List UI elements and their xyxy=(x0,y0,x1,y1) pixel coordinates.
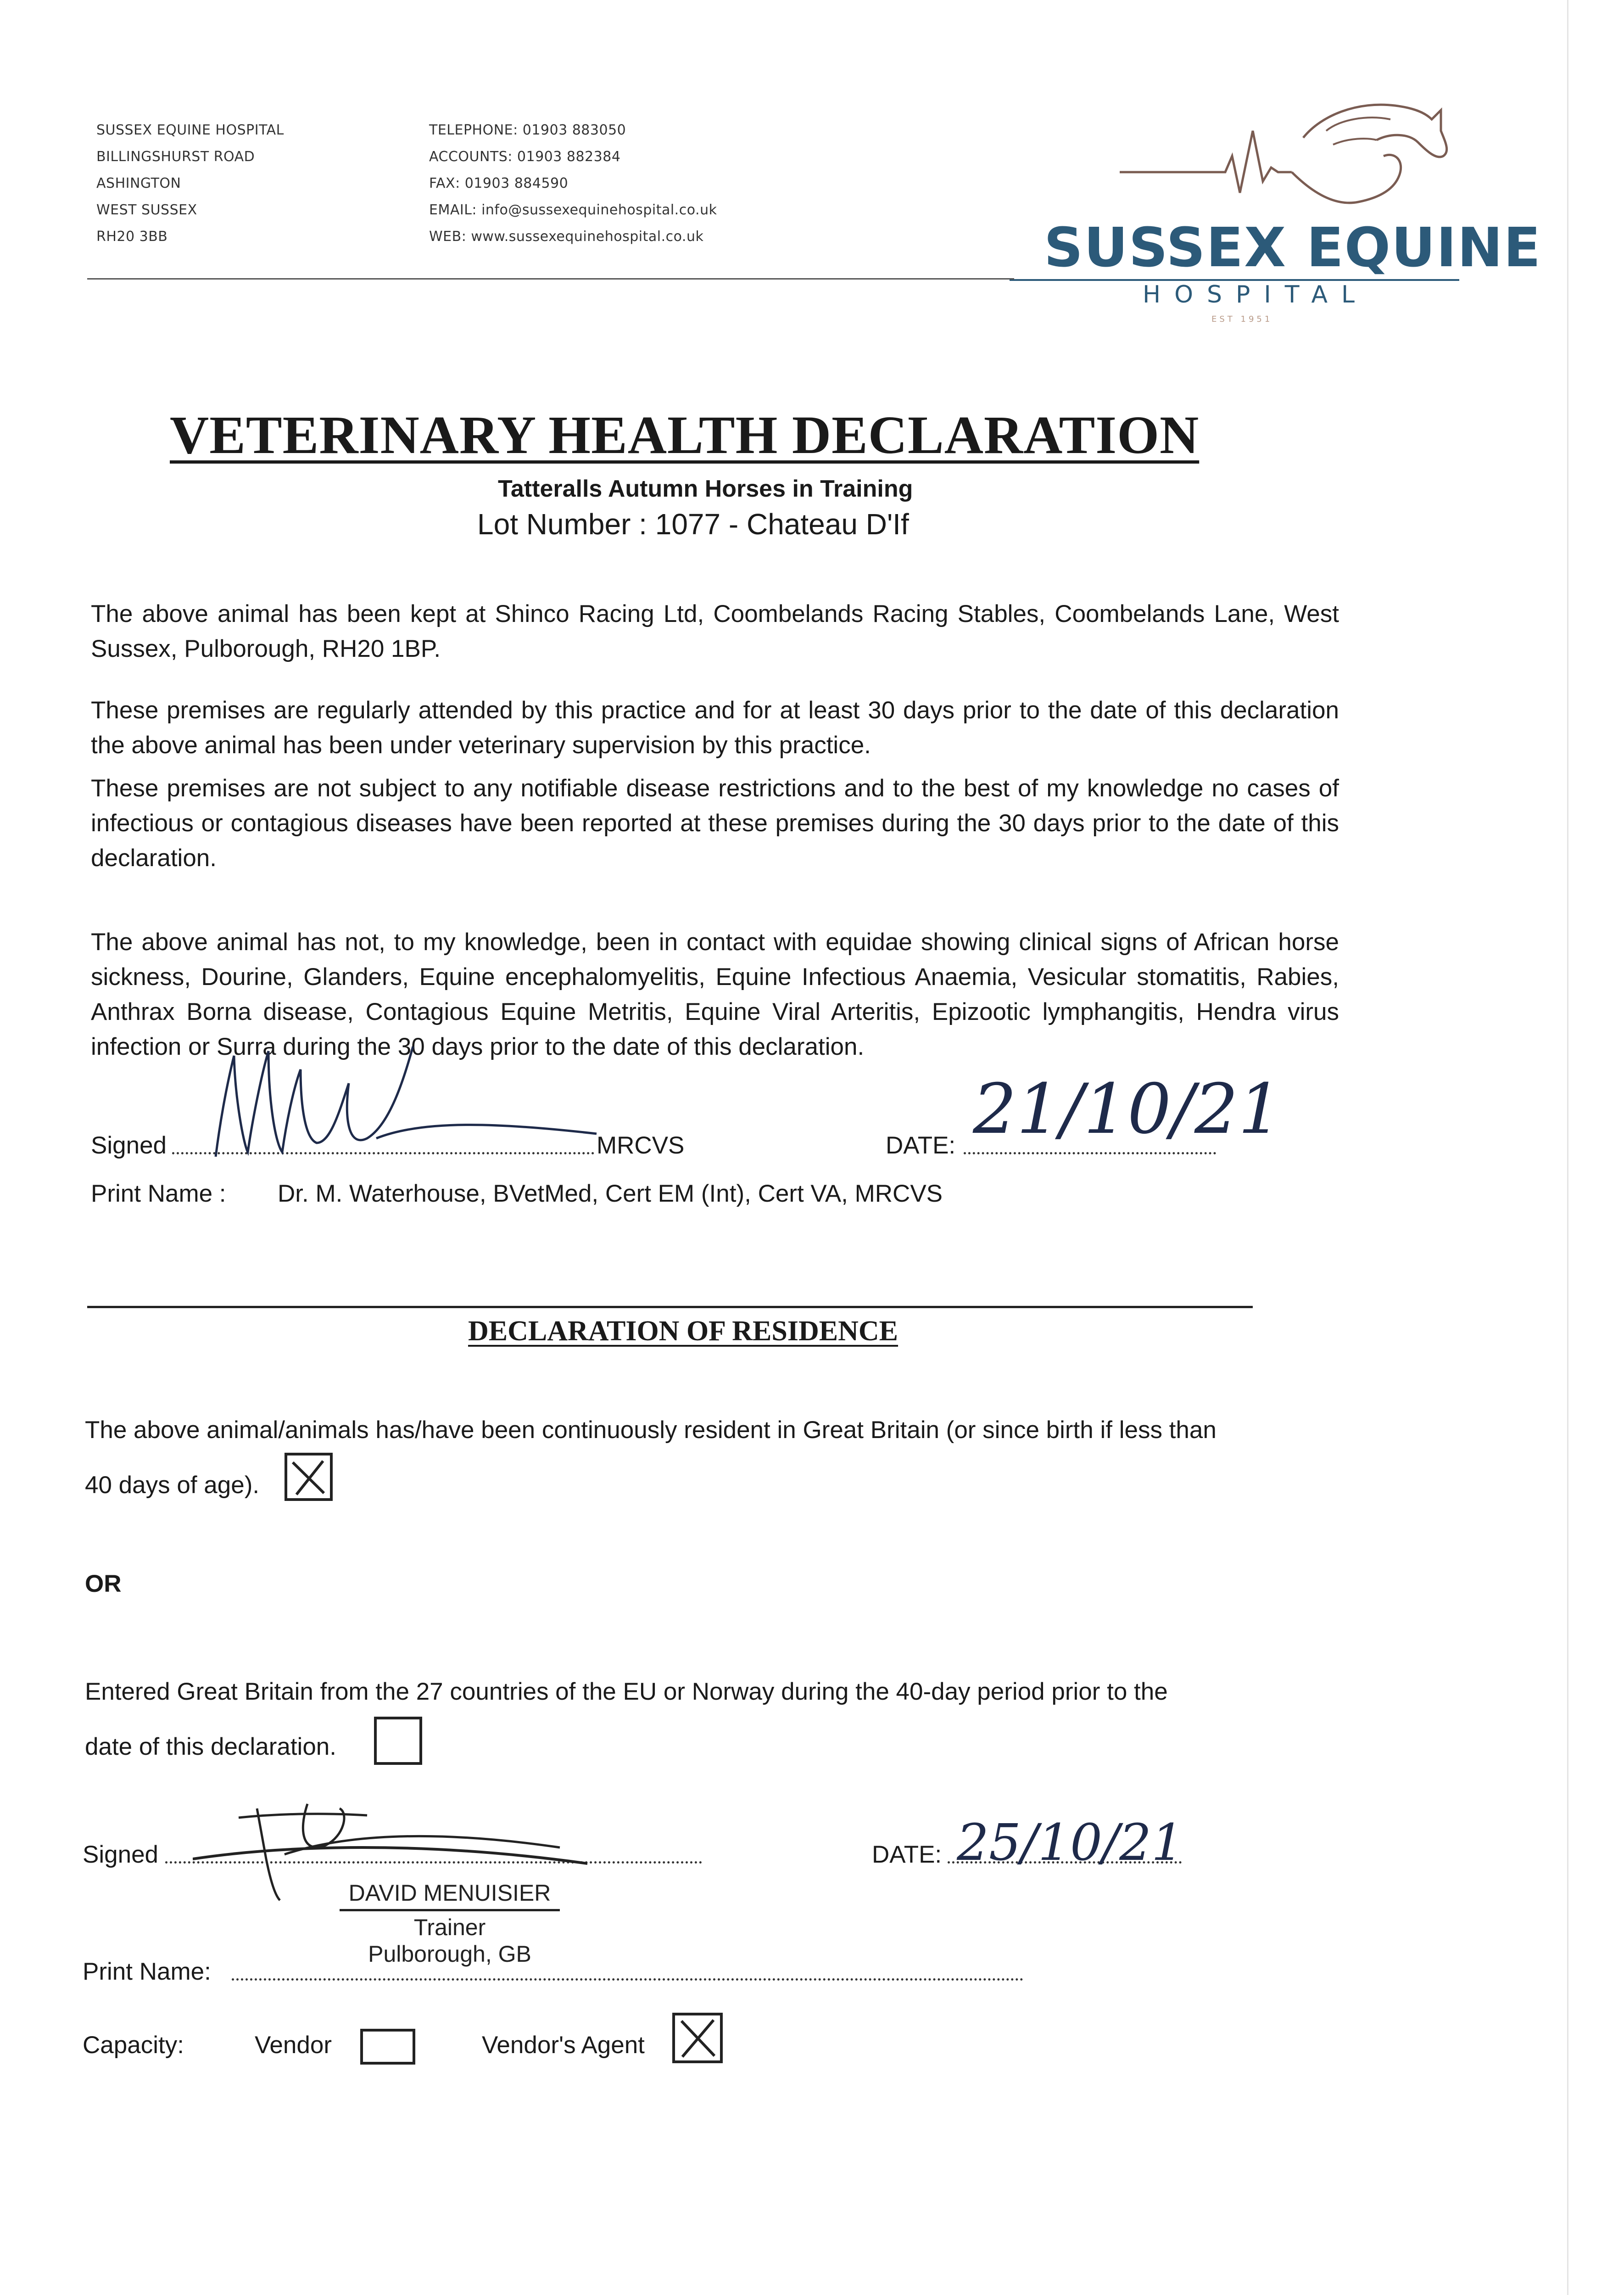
capacity-label: Capacity: xyxy=(83,2032,184,2059)
trainer-date-label: DATE: xyxy=(872,1841,942,1868)
trainer-date-value: 25/10/21 xyxy=(957,1813,1184,1872)
checkmark-x-icon xyxy=(287,1455,330,1498)
stamp-role: Trainer xyxy=(413,1914,486,1940)
vet-print-name: Dr. M. Waterhouse, BVetMed, Cert EM (Int), Cert VA, MRCVS xyxy=(278,1180,943,1207)
fax: FAX: 01903 884590 xyxy=(429,175,569,191)
address-line: RH20 3BB xyxy=(96,229,168,245)
logo-sub: HOSPITAL xyxy=(1143,281,1369,308)
header-rule xyxy=(87,278,1014,280)
paragraph-contact: The above animal has not, to my knowledge, been in contact with equidae showing clinical signs of African horse sickness, Dourine, Glanders, Equine encephalomyelitis, Equine Infectious Anaemia, Vesicular stomatitis, Rabies, Anthrax Borna disease, Contagious Equine Metritis, Equine Viral Arteritis, Epizootic lymphangitis, Hendra virus infection or Surra during the 30 days prior to the date of this declaration. xyxy=(91,929,1339,1060)
vet-date-value: 21/10/21 xyxy=(973,1069,1282,1149)
paragraph-premises: The above animal has been kept at Shinco Racing Ltd, Coombelands Racing Stables, Coombelands Lane, West Sussex, Pulborough, RH20 1BP. xyxy=(91,600,1339,662)
residence-title: DECLARATION OF RESIDENCE xyxy=(468,1315,899,1347)
checkmark-x-icon xyxy=(675,2015,720,2060)
vet-date-label: DATE: xyxy=(886,1132,956,1159)
hospital-address xyxy=(96,117,284,250)
address-line: BILLINGSHURST ROAD xyxy=(96,149,255,165)
trainer-print-line xyxy=(232,1978,1023,1981)
or-label: OR xyxy=(85,1570,122,1597)
logo-est: EST 1951 xyxy=(1211,314,1273,324)
trainer-stamp xyxy=(312,1880,587,1967)
residence-option-1-text: The above animal/animals has/have been continuously resident in Great Britain (or since birth if less than xyxy=(85,1416,1217,1444)
residence-option-2-end: date of this declaration. xyxy=(85,1733,337,1760)
address-line: WEST SUSSEX xyxy=(96,202,197,218)
vendor-checkbox[interactable] xyxy=(360,2029,415,2065)
vet-signature-icon xyxy=(184,1028,619,1180)
email: EMAIL: info@sussexequinehospital.co.uk xyxy=(429,202,717,218)
accounts-phone: ACCOUNTS: 01903 882384 xyxy=(429,149,621,165)
vet-signed-label: Signed xyxy=(91,1132,167,1159)
website: WEB: www.sussexequinehospital.co.uk xyxy=(429,229,704,245)
section-divider xyxy=(87,1306,1253,1308)
residence-option-2-checkbox[interactable] xyxy=(374,1717,422,1765)
paragraph-supervision: These premises are regularly attended by this practice and for at least 30 days prior to the date of this declaration the above animal has been under veterinary supervision by this practice. xyxy=(91,697,1339,759)
vet-mrcvs-suffix: MRCVS xyxy=(597,1132,685,1159)
page-title: VETERINARY HEALTH DECLARATION xyxy=(170,405,1200,465)
address-line: SUSSEX EQUINE HOSPITAL xyxy=(96,122,284,138)
residence-option-1-checkbox[interactable] xyxy=(285,1453,333,1501)
stamp-place: Pulborough, GB xyxy=(368,1941,531,1967)
horse-heartbeat-logo-icon xyxy=(1120,87,1459,234)
residence-option-2-text: Entered Great Britain from the 27 countries of the EU or Norway during the 40-day period prior to the xyxy=(85,1678,1168,1705)
hospital-contact xyxy=(429,117,717,250)
sale-subtitle: Tatteralls Autumn Horses in Training xyxy=(498,476,913,502)
scan-edge xyxy=(1567,0,1568,2295)
vendors-agent-label: Vendor's Agent xyxy=(482,2032,645,2059)
vet-date-line xyxy=(964,1152,1216,1154)
vendors-agent-checkbox[interactable] xyxy=(672,2013,723,2063)
stamp-name: DAVID MENUISIER xyxy=(340,1880,560,1911)
vet-print-label: Print Name : xyxy=(91,1180,226,1207)
vendor-label: Vendor xyxy=(255,2032,332,2059)
address-line: ASHINGTON xyxy=(96,175,181,191)
residence-option-1-end: 40 days of age). xyxy=(85,1472,260,1499)
trainer-signed-label: Signed xyxy=(83,1841,159,1868)
telephone: TELEPHONE: 01903 883050 xyxy=(429,122,626,138)
lot-number: Lot Number : 1077 - Chateau D'If xyxy=(477,508,909,541)
trainer-print-label: Print Name: xyxy=(83,1958,211,1985)
paragraph-restrictions: These premises are not subject to any notifiable disease restrictions and to the best of my knowledge no cases of infectious or contagious diseases have been reported at these premises during the 30 days prior to the date of this declaration. xyxy=(91,775,1339,872)
logo-name: SUSSEX EQUINE xyxy=(1044,216,1542,279)
